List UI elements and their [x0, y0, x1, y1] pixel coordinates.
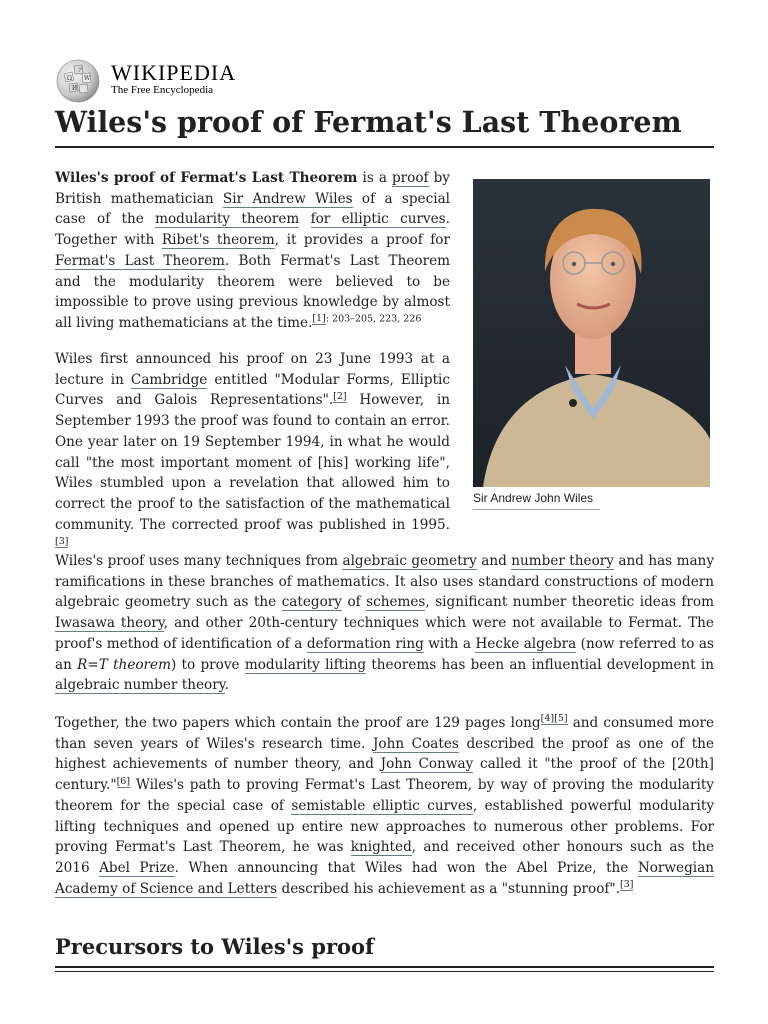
wiki-link[interactable]: knighted [350, 839, 412, 856]
citation-link[interactable]: [1] [312, 313, 326, 325]
wiki-link[interactable]: John Conway [380, 756, 474, 773]
text-run: However, in September 1993 the proof was found to contain an error. One year later on 19 September 1994, in what he would call "the most important moment of [his] working life", Wiles stumbled upon a revelation that allowed him to correct the proof to the satisfaction of the mathematical community. The corrected proof was published in 1995. [55, 392, 450, 533]
text-run: and [476, 553, 512, 569]
text-run: ) to prove [170, 656, 245, 673]
paragraph-announcement [55, 349, 450, 556]
wikipedia-globe-icon [55, 58, 101, 104]
wikipedia-wordmark: WIKIPEDIA [111, 60, 237, 85]
text-run: , established powerful modularity lifting techniques and opened up entire new approaches to numerous other problems. For proving Fermat's Last Theorem, he was [55, 797, 714, 856]
text-run: and has many ramifications in these branches of mathematics. It also uses standard constructions of modern algebraic geometry such as the [55, 553, 714, 611]
citation-ref[interactable] [333, 391, 346, 403]
svg-text:И: И [72, 85, 78, 92]
citation-ref[interactable] [620, 879, 633, 891]
text-run: with a [423, 635, 476, 652]
wiki-link[interactable]: category [281, 594, 342, 611]
italic-term: R=T theorem [77, 656, 171, 673]
wiki-link[interactable]: algebraic number theory [55, 677, 225, 694]
text-run: described his achievement as a "stunning proof". [277, 880, 620, 897]
wiki-link[interactable]: proof [391, 170, 429, 186]
text-run: , and received other honours such as the 2016 [55, 839, 714, 876]
wiki-link[interactable]: for elliptic curves [310, 211, 446, 228]
citation-link[interactable]: [6] [116, 775, 131, 787]
wiki-link[interactable]: Cambridge [130, 371, 208, 388]
citation-ref[interactable] [541, 713, 554, 725]
text-run: (now referred to as an [55, 635, 714, 673]
citation-ref[interactable] [117, 776, 130, 788]
bold-term: Wiles's proof of Fermat's Last Theorem [55, 170, 358, 186]
wiki-link[interactable]: deformation ring [306, 635, 424, 652]
text-run: theorems has been an influential development in [366, 656, 714, 673]
citation-link[interactable]: [5] [554, 713, 568, 725]
page-title: Wiles's proof of Fermat's Last Theorem [55, 102, 714, 148]
text-run: Wiles first announced his proof on 23 June 1993 at a lecture in [55, 351, 450, 388]
wiki-link[interactable]: Hecke algebra [475, 635, 577, 652]
portrait-photo[interactable] [473, 179, 710, 487]
text-run [299, 211, 310, 227]
text-run: . [224, 677, 229, 694]
wiki-link[interactable]: modularity theorem [155, 211, 300, 228]
wiki-link[interactable]: semistable elliptic curves [291, 797, 473, 814]
text-run: . Together with [55, 211, 450, 249]
svg-text:Ω: Ω [67, 75, 72, 82]
citation-link[interactable]: [3] [620, 879, 634, 891]
wiki-link[interactable]: schemes [366, 594, 426, 611]
text-run: , it provides a proof for [274, 232, 450, 249]
infobox-figure [473, 179, 710, 510]
wiki-link[interactable]: Ribet's theorem [161, 232, 275, 249]
text-run: . When announcing that Wiles had won the Abel Prize, the [174, 859, 638, 876]
wiki-link[interactable]: Iwasawa theory [55, 615, 164, 632]
wikipedia-tagline: The Free Encyclopedia [111, 84, 214, 96]
text-run: , and other 20th-century techniques which were not available to Fermat. The proof's method of identification of a [55, 615, 714, 652]
text-run: called it "the proof of the [20th] century." [55, 756, 714, 794]
wiki-link[interactable]: number theory [511, 553, 614, 569]
wiki-link[interactable]: Fermat's Last Theorem [55, 252, 225, 269]
wiki-link[interactable]: Sir Andrew Wiles [222, 190, 353, 207]
text-run: described the proof as one of the highest achievements of number theory, and [55, 735, 714, 773]
text-run: of [341, 594, 367, 611]
text-run: Together, the two papers which contain the proof are 129 pages long [55, 715, 541, 731]
section-heading-precursors: Precursors to Wiles's proof [55, 932, 714, 968]
svg-text:W: W [84, 75, 91, 82]
text-run: , significant number theoretic ideas from [425, 594, 714, 611]
citation-link[interactable]: [4] [540, 713, 555, 725]
citation-ref[interactable] [312, 313, 325, 325]
wiki-link[interactable]: Norwegian Academy of Science and Letters [55, 859, 714, 897]
wiki-link[interactable]: Abel Prize [99, 859, 175, 876]
citation-link[interactable]: [2] [333, 390, 347, 402]
text-run: by British mathematician [55, 170, 450, 207]
text-run: Wiles's path to proving Fermat's Last Theorem, by way of proving the modularity theorem for the special case of [55, 777, 714, 814]
text-run: entitled "Modular Forms, Elliptic Curves and Galois Representations". [55, 371, 450, 409]
svg-text:ア: ア [77, 67, 84, 74]
wiki-link[interactable]: John Coates [372, 735, 459, 752]
citation-link[interactable]: [3] [55, 535, 69, 547]
text-run: is a [357, 170, 392, 186]
citation-ref[interactable] [554, 713, 567, 725]
section-divider [55, 971, 714, 972]
text-run: . Both Fermat's Last Theorem and the modularity theorem were believed to be impossible to prove using previous knowledge by almost all living mathematicians at the time. [55, 252, 450, 331]
citation-pages: : 203–205, 223, 226 [325, 313, 422, 325]
paragraph-significance [55, 713, 714, 899]
citation-ref[interactable] [55, 536, 68, 548]
text-run: Wiles's proof uses many techniques from [55, 553, 343, 569]
text-run: and consumed more than seven years of Wiles's research time. [55, 715, 715, 752]
paragraph-intro [55, 168, 450, 334]
paragraph-techniques [55, 551, 714, 696]
wiki-link[interactable]: modularity lifting [244, 656, 367, 673]
text-run: of a special case of the [55, 190, 451, 228]
wiki-link[interactable]: algebraic geometry [342, 553, 477, 569]
figure-caption: Sir Andrew John Wiles [473, 491, 600, 510]
